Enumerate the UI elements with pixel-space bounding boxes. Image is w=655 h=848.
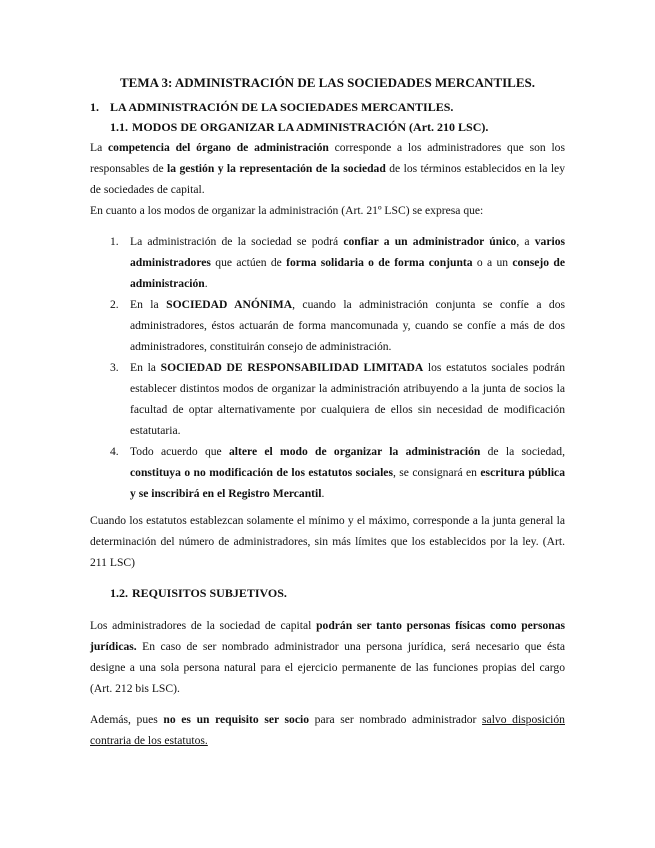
bold-run: competencia del órgano de administración	[108, 141, 329, 154]
list-number: 2.	[110, 298, 119, 311]
numbered-list	[90, 231, 565, 504]
bold-run: SOCIEDAD DE RESPONSABILIDAD LIMITADA	[160, 361, 424, 374]
bold-run: la gestión y la representación de la sociedad	[167, 162, 386, 175]
paragraph-requisitos	[90, 615, 565, 699]
list-item	[90, 357, 565, 441]
list-number: 1.	[110, 235, 119, 248]
bold-run: forma solidaria o de forma conjunta	[286, 256, 473, 269]
text-run: Además, pues	[90, 713, 164, 726]
section-title: LA ADMINISTRACIÓN DE LA SOCIEDADES MERCANTILES.	[110, 100, 454, 114]
bold-run: escritura pública y se inscribirá en el Registro Mercantil	[130, 466, 565, 500]
text-run: de los términos establecidos en la ley de sociedades de capital.	[90, 162, 565, 196]
text-run: En la	[130, 298, 167, 311]
list-item	[90, 441, 565, 504]
text-run: La administración de la sociedad se podrá	[130, 235, 344, 248]
text-run: de la sociedad,	[480, 445, 565, 458]
text-run: los estatutos sociales podrán establecer distintos modos de organizar la administración atribuyendo a la junta de socios la facultad de optar alternativamente por cualquiera de ellos sin necesidad de modificación estatutaria.	[130, 361, 565, 437]
text-run: En caso de ser nombrado administrador una persona jurídica, será necesario que ésta designe a una sola persona natural para el ejercicio permanente de las funciones propias del cargo (Art. 212 bis LSC).	[90, 640, 565, 695]
paragraph-competencia	[90, 137, 565, 200]
list-item	[90, 231, 565, 294]
list-number: 4.	[110, 445, 119, 458]
text-run: , se consignará en	[392, 466, 481, 479]
text-run: .	[204, 277, 208, 290]
paragraph-socio	[90, 709, 565, 751]
bold-run: varios administradores	[130, 235, 566, 269]
text-run: , cuando la administración conjunta se confíe a dos administradores, éstos actuarán de forma mancomunada y, cuando se confíe a más de dos administradores, constituirán consejo de administración.	[130, 298, 565, 353]
text-run: .	[321, 487, 325, 500]
document-title: TEMA 3: ADMINISTRACIÓN DE LAS SOCIEDADES MERCANTILES.	[120, 75, 535, 90]
text-run: La	[90, 141, 108, 154]
list-item	[90, 294, 565, 357]
text-run: que actúen de	[210, 256, 287, 269]
section-1-2-heading	[110, 583, 565, 603]
list-number: 3.	[110, 361, 119, 374]
text-run: En la	[130, 361, 161, 374]
bold-run: SOCIEDAD ANÓNIMA	[166, 298, 293, 311]
section-1-heading	[90, 97, 565, 117]
paragraph-modos-intro: En cuanto a los modos de organizar la administración (Art. 21º LSC) se expresa que:	[90, 204, 484, 217]
section-title: REQUISITOS SUBJETIVOS.	[132, 586, 287, 600]
text-run: , a	[516, 235, 535, 248]
paragraph-junta-general: Cuando los estatutos establezcan solamente el mínimo y el máximo, corresponde a la junta general la determinación del número de administradores, sin más límites que los establecidos por la ley. (Art. 211 LSC)	[90, 514, 565, 569]
text-run: Todo acuerdo que	[130, 445, 229, 458]
text-run: corresponde a los administradores que son los responsables de	[90, 141, 565, 175]
section-number: 1.	[90, 100, 99, 114]
section-number: 1.2.	[110, 586, 128, 600]
section-number: 1.1.	[110, 120, 128, 134]
bold-run: consejo de administración	[130, 256, 565, 290]
section-1-1-heading	[110, 117, 565, 137]
section-title: MODOS DE ORGANIZAR LA ADMINISTRACIÓN (Art. 210 LSC).	[132, 120, 489, 134]
bold-run: confiar a un administrador único	[343, 235, 517, 248]
bold-run: podrán ser tanto personas físicas como personas jurídicas.	[90, 619, 566, 653]
bold-run: no es un requisito ser socio	[163, 713, 310, 726]
text-run: para ser nombrado administrador	[309, 713, 483, 726]
underlined-run: salvo disposición contraria de los estatutos.	[90, 713, 565, 747]
bold-run: constituya o no modificación de los estatutos sociales	[130, 466, 393, 479]
text-run: Los administradores de la sociedad de capital	[90, 619, 317, 632]
bold-run: altere el modo de organizar la administración	[228, 445, 481, 458]
text-run: o a un	[472, 256, 513, 269]
